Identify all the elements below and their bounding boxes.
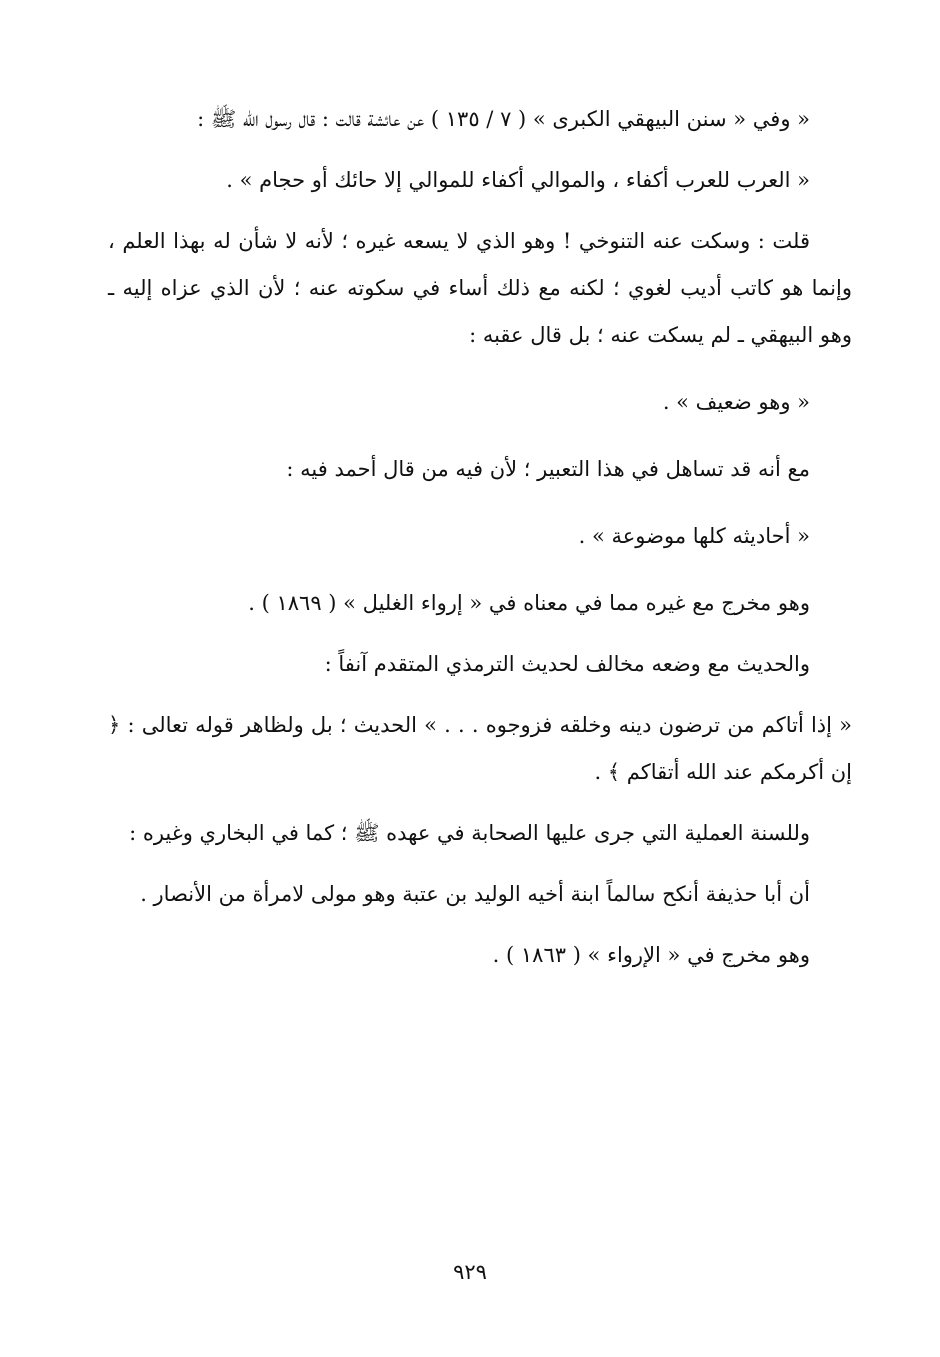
paragraph-contradiction-note: والحديث مع وضعه مخالف لحديث الترمذي المتقدم آنفاً : <box>324 652 810 676</box>
paragraph-abu-hudhayfa: أن أبا حذيفة أنكح سالماً ابنة أخيه الوليد بن عتبة وهو مولى لامرأة من الأنصار . <box>140 882 810 906</box>
paragraph-tirmidhi-hadith: « إذا أتاكم من ترضون دينه وخلقه فزوجوه . . . » الحديث ؛ بل ولظاهر قوله تعالى : ﴿ إن أكرمكم عند الله أتقاكم ﴾ . <box>108 713 852 784</box>
paragraph-irwa-final-reference: وهو مخرج في « الإرواء » ( ١٨٦٣ ) . <box>492 943 810 967</box>
paragraph-bayhaqi-citation: « وفي « سنن البيهقي الكبرى » ( ٧ / ١٣٥ ) عن عائشة قالت : قال رسول الله ﷺ : <box>197 107 810 131</box>
page-number: ٩٢٩ <box>453 1260 487 1284</box>
paragraph-irwa-reference: وهو مخرج مع غيره مما في معناه في « إرواء الغليل » ( ١٨٦٩ ) . <box>248 591 810 615</box>
paragraph-sunnah-practice: وللسنة العملية التي جرى عليها الصحابة في عهده ﷺ ؛ كما في البخاري وغيره : <box>129 821 810 845</box>
paragraph-author-comment: قلت : وسكت عنه التنوخي ! وهو الذي لا يسعه غيره ؛ لأنه لا شأن له بهذا العلم ، وإنما هو كاتب أديب لغوي ؛ لكنه مع ذلك أساء في سكوته عنه ؛ لأن الذي عزاه إليه ـ وهو البيهقي ـ لم يسكت عنه ؛ بل قال عقبه : <box>108 229 852 347</box>
paragraph-weak-quote: « وهو ضعيف » . <box>662 390 810 414</box>
paragraph-fabricated-quote: « أحاديثه كلها موضوعة » . <box>578 524 810 548</box>
paragraph-leniency-note: مع أنه قد تساهل في هذا التعبير ؛ لأن فيه من قال أحمد فيه : <box>286 457 810 481</box>
page-body <box>108 96 852 979</box>
paragraph-hadith-text: « العرب للعرب أكفاء ، والموالي أكفاء للموالي إلا حائك أو حجام » . <box>226 168 810 192</box>
